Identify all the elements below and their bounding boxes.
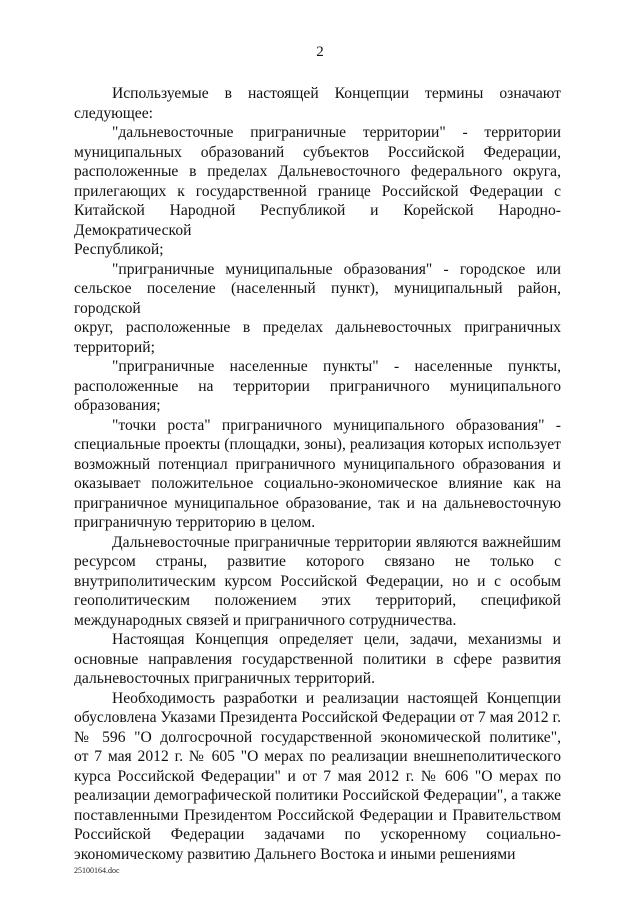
- page-number: 2: [316, 44, 324, 60]
- text-line: дальневосточных приграничных территорий.: [74, 670, 375, 687]
- text-line: "дальневосточные приграничные территории" - территории: [112, 124, 561, 141]
- text-line: внутриполитическим курсом Российской Федерации, но и с особым: [74, 572, 561, 590]
- text-line: "приграничные населенные пункты" - населенные пункты,: [112, 358, 561, 375]
- text-line: курса Российской Федерации" и от 7 мая 2012 г. № 606 "О мерах по: [74, 767, 561, 785]
- text-line: Необходимость разработки и реализации настоящей Концепции: [112, 689, 561, 707]
- text-line: округ, расположенные в пределах дальневосточных приграничных: [74, 319, 561, 336]
- text-line: Настоящая Концепция определяет цели, задачи, механизмы и: [112, 631, 561, 648]
- paragraph: [74, 533, 561, 631]
- text-line: оказывает положительное социально-экономическое влияние как на: [74, 475, 561, 492]
- paragraph: [74, 357, 561, 416]
- text-line: № 596 "О долгосрочной государственной экономической политике",: [74, 728, 561, 746]
- text-line: "приграничные муниципальные образования" - городское или: [112, 260, 561, 278]
- text-line: следующее:: [74, 104, 153, 122]
- text-line: муниципальных образований субъектов Российской Федерации,: [74, 143, 561, 161]
- text-line: расположенные в пределах Дальневосточного федерального округа,: [74, 163, 561, 180]
- text-line: экономическому развитию Дальнего Востока и иными решениями: [74, 845, 516, 863]
- text-line: расположенные на территории приграничного муниципального: [74, 377, 561, 395]
- paragraph: [74, 416, 561, 533]
- text-line: от 7 мая 2012 г. № 605 "О мерах по реализации внешнеполитического: [74, 748, 561, 765]
- text-line: сельское поселение (населенный пункт), муниципальный район, городской: [74, 280, 561, 317]
- text-line: Китайской Народной Республикой и Корейской Народно-Демократической: [74, 202, 561, 239]
- text-line: приграничное муниципальное образование, так и на дальневосточную: [74, 494, 561, 512]
- paragraph: [74, 123, 561, 260]
- text-line: "точки роста" приграничного муниципального образования" -: [112, 416, 561, 434]
- text-line: ресурсом страны, развитие которого связано не только с: [74, 553, 561, 570]
- text-line: геополитическим положением этих территорий, спецификой: [74, 592, 561, 609]
- text-line: образования;: [74, 397, 161, 414]
- text-line: реализации демографической политики Российской Федерации", а также: [74, 787, 561, 804]
- text-line: приграничную территорию в целом.: [74, 514, 316, 531]
- document-filename: 25100164.doc: [74, 866, 120, 875]
- paragraph: [74, 84, 561, 123]
- paragraph: [74, 630, 561, 689]
- paragraph: [74, 260, 561, 358]
- text-line: территорий;: [74, 338, 155, 356]
- text-line: Используемые в настоящей Концепции термины означают: [112, 85, 561, 102]
- text-line: поставленными Президентом Российской Федерации и Правительством: [74, 806, 561, 824]
- text-line: Дальневосточные приграничные территории являются важнейшим: [112, 533, 561, 551]
- document-body: [74, 84, 561, 864]
- text-line: специальные проекты (площадки, зоны), реализация которых использует: [74, 436, 561, 453]
- text-line: основные направления государственной политики в сфере развития: [74, 650, 561, 668]
- text-line: возможный потенциал приграничного муниципального образования и: [74, 455, 561, 473]
- text-line: Республикой;: [74, 241, 164, 258]
- text-line: Российской Федерации задачами по ускоренному социально-: [74, 826, 561, 843]
- text-line: прилегающих к государственной границе Российской Федерации с: [74, 182, 561, 200]
- text-line: международных связей и приграничного сотрудничества.: [74, 611, 457, 629]
- paragraph: [74, 689, 561, 865]
- text-line: обусловлена Указами Президента Российской Федерации от 7 мая 2012 г.: [74, 709, 561, 726]
